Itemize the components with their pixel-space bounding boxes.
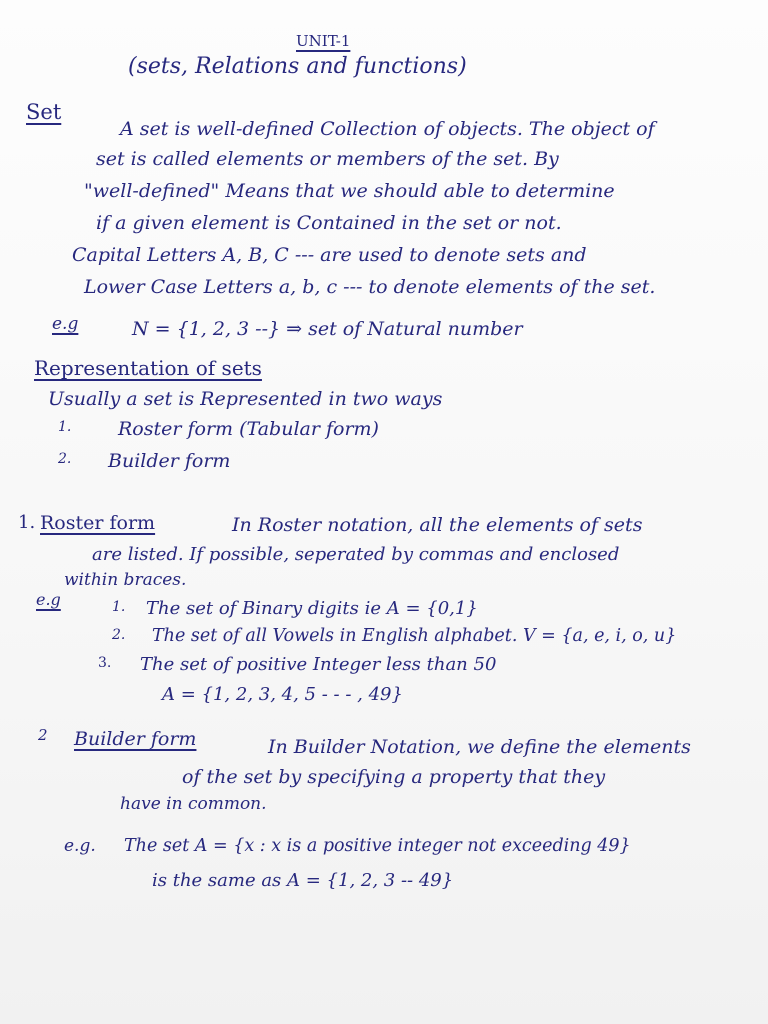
builder-definition-line: of the set by specifying a property that they [182,766,606,788]
set-definition-line: "well-defined" Means that we should able to determine [84,180,615,202]
roster-definition-line: In Roster notation, all the elements of sets [232,514,643,536]
roster-example: The set of all Vowels in English alphabet. V = {a, e, i, o, u} [152,626,677,646]
representation-item: Builder form [108,450,231,472]
builder-definition-line: have in common. [120,794,267,814]
set-definition-line: Capital Letters A, B, C --- are used to denote sets and [72,244,587,266]
natural-number-example: N = {1, 2, 3 --} ⇒ set of Natural number [132,318,523,340]
roster-example-value: A = {1, 2, 3, 4, 5 - - - , 49} [162,684,403,705]
representation-item: Roster form (Tabular form) [118,418,379,440]
example-label: e.g [52,314,79,334]
page-subtitle: (sets, Relations and functions) [128,54,467,79]
list-number: 2. [112,627,126,643]
set-heading: Set [26,100,62,124]
roster-example: The set of positive Integer less than 50 [140,654,497,675]
roster-definition-line: are listed. If possible, seperated by commas and enclosed [92,544,620,565]
section-number: 1. [18,512,36,533]
roster-heading: Roster form [40,512,156,534]
list-number: 1. [58,419,72,435]
list-number: 3. [98,655,112,671]
section-number: 2 [38,726,48,744]
example-label: e.g [36,590,61,609]
unit-title: UNIT-1 [296,32,351,50]
representation-intro: Usually a set is Represented in two ways [48,388,443,410]
example-label: e.g. [64,836,96,856]
builder-definition-line: In Builder Notation, we define the elements [268,736,691,758]
builder-heading: Builder form [74,728,197,750]
roster-definition-line: within braces. [64,570,187,590]
set-definition-line: set is called elements or members of the set. By [96,148,559,170]
builder-example-line: is the same as A = {1, 2, 3 -- 49} [152,870,454,891]
representation-heading: Representation of sets [34,356,262,380]
builder-example-line: The set A = {x : x is a positive integer not exceeding 49} [124,836,631,856]
set-definition-line: Lower Case Letters a, b, c --- to denote elements of the set. [84,276,656,298]
list-number: 2. [58,451,72,467]
set-definition-line: if a given element is Contained in the set or not. [96,212,562,234]
set-definition-line: A set is well-defined Collection of objects. The object of [120,118,655,140]
list-number: 1. [112,599,126,615]
roster-example: The set of Binary digits ie A = {0,1} [146,598,478,619]
